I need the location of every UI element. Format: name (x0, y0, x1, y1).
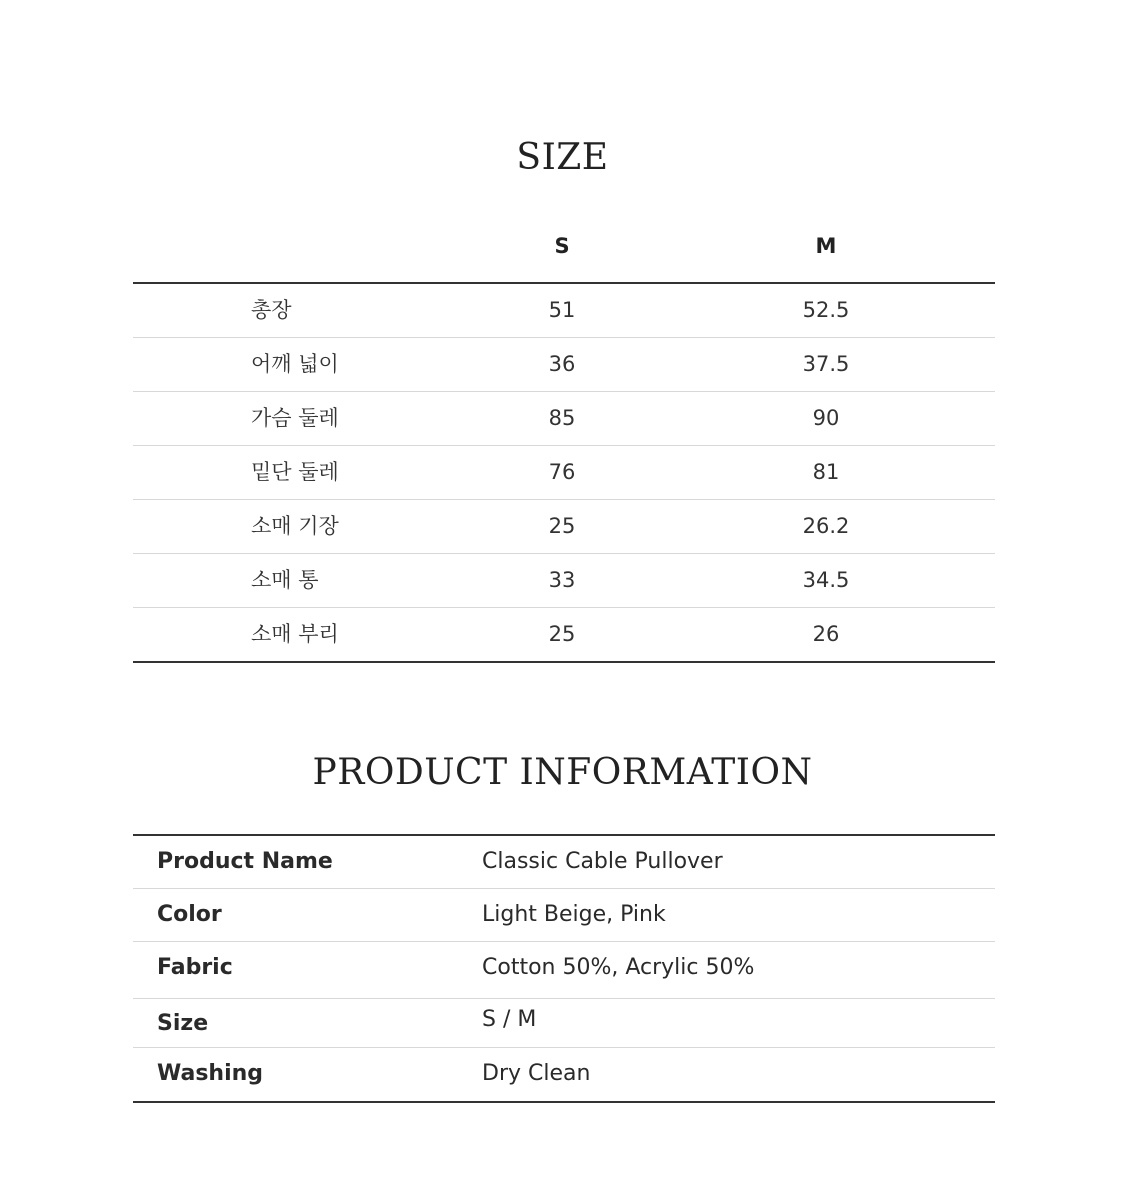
table-row (133, 392, 995, 446)
size-value-s: 33 (548, 568, 576, 592)
info-section-title: PRODUCT INFORMATION (312, 752, 813, 793)
size-row-label: 총장 (251, 298, 292, 322)
size-table (133, 282, 995, 663)
info-value: S / M (482, 1007, 537, 1032)
size-row-label: 어깨 넓이 (251, 352, 339, 376)
size-value-m: 26 (812, 622, 840, 646)
table-row (133, 889, 995, 942)
info-value: Cotton 50%, Acrylic 50% (482, 955, 755, 980)
size-row-label: 소매 부리 (251, 622, 339, 646)
size-value-m: 37.5 (802, 352, 850, 376)
table-row (133, 284, 995, 338)
info-key: Fabric (157, 955, 233, 980)
size-column-s: S (554, 234, 570, 258)
size-row-label: 소매 통 (251, 568, 319, 592)
info-value: Dry Clean (482, 1061, 591, 1086)
size-value-s: 85 (548, 406, 576, 430)
size-section-title: SIZE (516, 137, 609, 178)
size-value-m: 90 (812, 406, 840, 430)
size-value-s: 51 (548, 298, 576, 322)
size-value-m: 81 (812, 460, 840, 484)
info-value: Classic Cable Pullover (482, 849, 723, 874)
info-key: Washing (157, 1061, 264, 1086)
table-row (133, 338, 995, 392)
table-row (133, 999, 995, 1048)
size-value-s: 25 (548, 622, 576, 646)
size-value-m: 26.2 (802, 514, 850, 538)
size-value-s: 25 (548, 514, 576, 538)
size-row-label: 밑단 둘레 (251, 460, 339, 484)
table-row (133, 942, 995, 999)
size-table-header (133, 226, 995, 282)
size-value-s: 76 (548, 460, 576, 484)
product-info-table (133, 834, 995, 1103)
table-row (133, 608, 995, 661)
info-key: Color (157, 902, 222, 927)
table-row (133, 1048, 995, 1101)
size-column-m: M (815, 234, 837, 258)
info-value: Light Beige, Pink (482, 902, 666, 927)
size-row-label: 가슴 둘레 (251, 406, 339, 430)
size-row-label: 소매 기장 (251, 514, 339, 538)
size-value-m: 34.5 (802, 568, 850, 592)
size-value-m: 52.5 (802, 298, 850, 322)
info-key: Size (157, 1011, 209, 1036)
table-row (133, 836, 995, 889)
size-value-s: 36 (548, 352, 576, 376)
info-key: Product Name (157, 849, 333, 874)
table-row (133, 554, 995, 608)
table-row (133, 500, 995, 554)
table-row (133, 446, 995, 500)
